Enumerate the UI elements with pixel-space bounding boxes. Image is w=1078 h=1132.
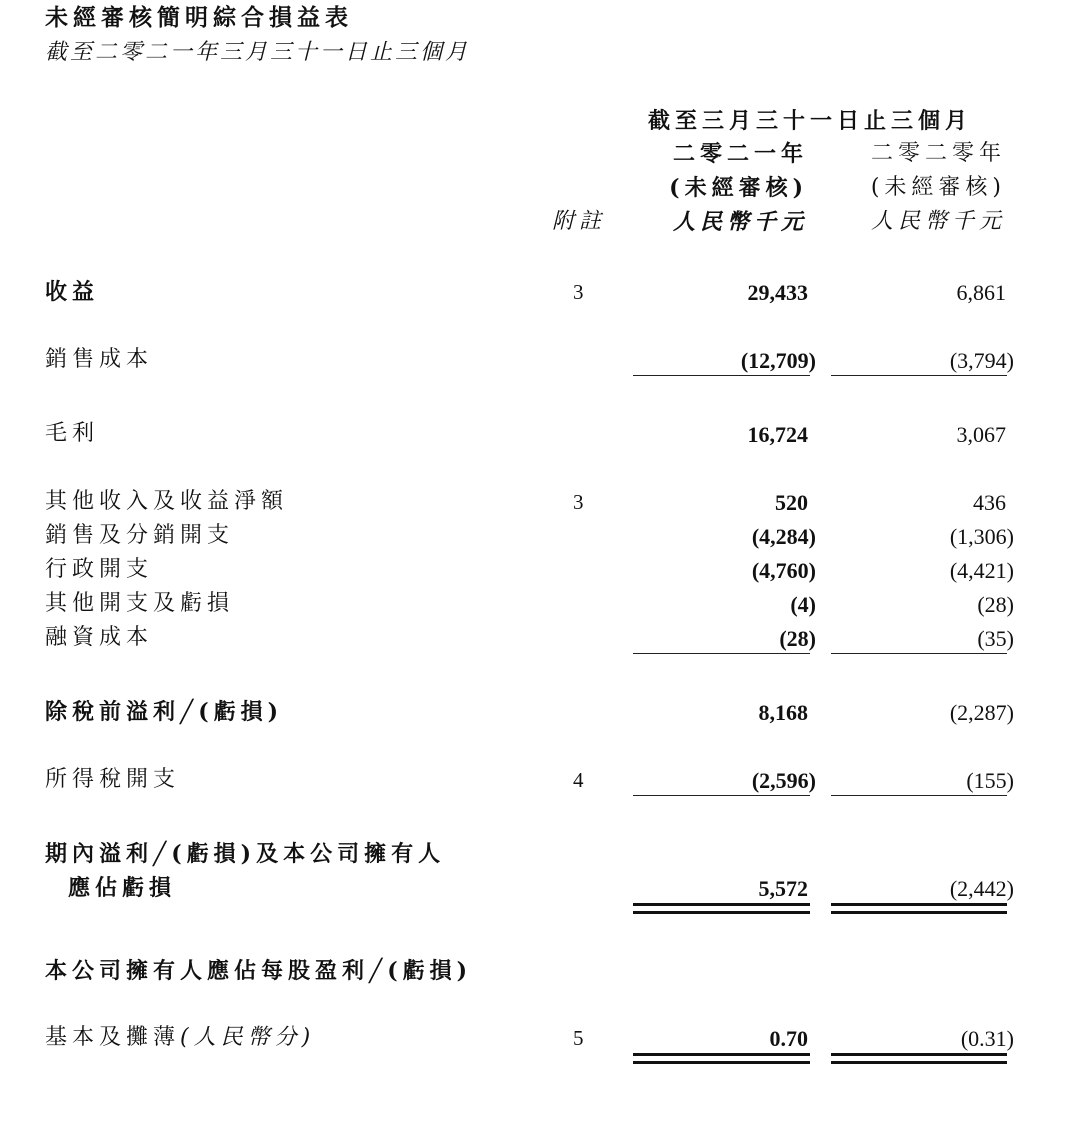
current-year-heading: 二零二一年 <box>672 141 808 167</box>
row-current-gross-profit: 16,724 <box>747 422 808 447</box>
row-label-selling-expenses: 銷售及分銷開支 <box>45 523 235 548</box>
row-label-other-income: 其他收入及收益淨額 <box>45 489 289 514</box>
subtotal-rule <box>831 795 1007 796</box>
row-prior-basic-diluted: (0.31) <box>960 1026 1014 1051</box>
row-prior-revenue: 6,861 <box>956 280 1006 305</box>
row-label-finance-costs: 融資成本 <box>45 625 154 650</box>
row-prior-selling-expenses: (1,306) <box>949 524 1014 549</box>
row-current-basic-diluted: 0.70 <box>769 1026 808 1051</box>
row-prior-gross-profit: 3,067 <box>956 422 1006 447</box>
row-current-finance-costs: (28) <box>779 626 816 651</box>
row-note-revenue: 3 <box>573 280 584 304</box>
row-label-profit-for-period: 期內溢利╱(虧損)及本公司擁有人 <box>45 841 446 867</box>
total-double-rule <box>831 1053 1007 1064</box>
row-prior-other-expenses: (28) <box>977 592 1014 617</box>
subtotal-rule <box>831 653 1007 654</box>
row-prior-income-tax: (155) <box>966 768 1014 793</box>
statement-subtitle: 截至二零二一年三月三十一日止三個月 <box>45 40 471 65</box>
row-note-basic-diluted: 5 <box>573 1026 584 1050</box>
row-prior-finance-costs: (35) <box>977 626 1014 651</box>
note-column-heading: 附註 <box>552 209 607 234</box>
subtotal-rule <box>633 375 810 376</box>
row-current-cost-of-sales: (12,709) <box>740 348 816 373</box>
row-prior-cost-of-sales: (3,794) <box>949 348 1014 373</box>
row-current-profit-before-tax: 8,168 <box>758 700 808 725</box>
row-label-other-expenses: 其他開支及虧損 <box>45 591 235 616</box>
row-current-income-tax: (2,596) <box>751 768 816 793</box>
row-note-income-tax: 4 <box>573 768 584 792</box>
row-label-profit-before-tax: 除稅前溢利╱(虧損) <box>45 699 284 725</box>
total-double-rule <box>831 903 1007 914</box>
row-label-profit-for-period-line2: 應佔虧損 <box>68 875 177 901</box>
row-prior-profit-before-tax: (2,287) <box>949 700 1014 725</box>
statement-title: 未經審核簡明綜合損益表 <box>45 4 353 31</box>
row-prior-other-income: 436 <box>973 490 1006 515</box>
row-label-eps-heading: 本公司擁有人應佔每股盈利╱(虧損) <box>45 958 473 984</box>
current-unit-heading: 人民幣千元 <box>672 209 808 235</box>
row-label-gross-profit: 毛利 <box>45 421 100 446</box>
row-label-cost-of-sales: 銷售成本 <box>45 347 154 372</box>
row-label-basic-diluted-unit: (人民幣分) <box>180 1025 316 1050</box>
row-current-revenue: 29,433 <box>747 280 808 305</box>
row-current-selling-expenses: (4,284) <box>751 524 816 549</box>
row-prior-admin-expenses: (4,421) <box>949 558 1014 583</box>
row-label-basic-diluted: 基本及攤薄(人民幣分) <box>45 1025 316 1050</box>
prior-unit-heading: 人民幣千元 <box>870 209 1006 234</box>
current-audit-status: (未經審核) <box>669 175 808 201</box>
row-label-income-tax: 所得稅開支 <box>45 767 181 792</box>
prior-year-heading: 二零二零年 <box>870 141 1006 166</box>
row-note-other-income: 3 <box>573 490 584 514</box>
row-label-revenue: 收益 <box>45 279 100 305</box>
row-label-admin-expenses: 行政開支 <box>45 557 154 582</box>
row-current-admin-expenses: (4,760) <box>751 558 816 583</box>
subtotal-rule <box>633 795 810 796</box>
period-heading: 截至三月三十一日止三個月 <box>648 108 973 134</box>
prior-audit-status: (未經審核) <box>870 175 1006 200</box>
row-current-other-expenses: (4) <box>790 592 816 617</box>
subtotal-rule <box>831 375 1007 376</box>
total-double-rule <box>633 1053 810 1064</box>
total-double-rule <box>633 903 810 914</box>
subtotal-rule <box>633 653 810 654</box>
row-current-other-income: 520 <box>775 490 808 515</box>
row-current-profit-for-period: 5,572 <box>758 876 808 901</box>
row-prior-profit-for-period: (2,442) <box>949 876 1014 901</box>
